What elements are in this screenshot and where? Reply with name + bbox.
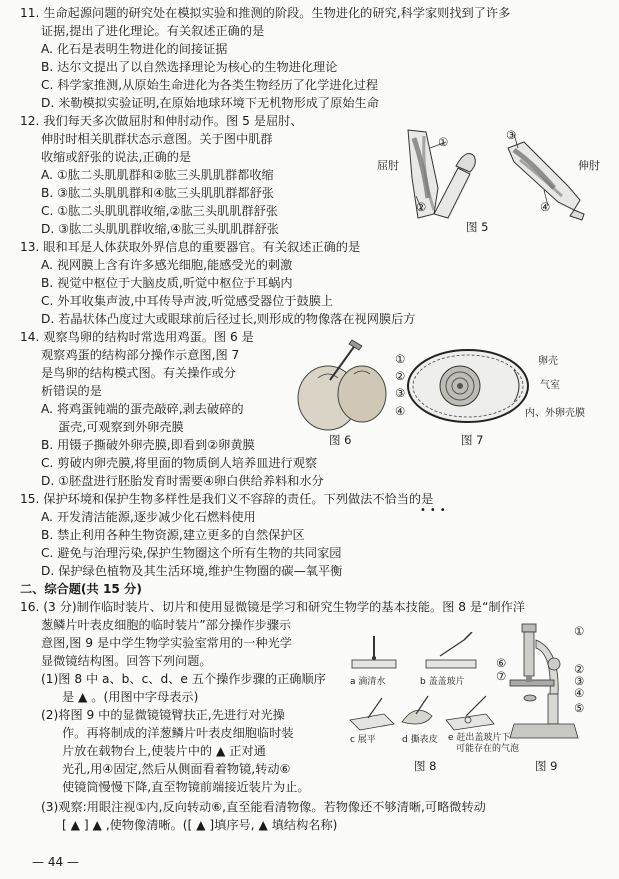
- q15-option-a: A. 开发清洁能源,逐步减少化石燃料使用: [41, 510, 256, 524]
- fig5-marker-4: ④: [540, 200, 551, 214]
- figure-6-egg-illustration: [288, 336, 392, 432]
- q12-option-d: D. ③肱二头肌肌群收缩,④肱三头肌肌群舒张: [41, 222, 279, 236]
- fig9-part-4: ④: [574, 686, 585, 700]
- q15-option-c: C. 避免与治理污染,保护生物圈这个所有生物的共同家园: [41, 546, 342, 560]
- step-d-peel-icon: [402, 696, 432, 724]
- fig9-part-3: ③: [574, 674, 585, 688]
- step-a-dropper-icon: [352, 636, 396, 668]
- step-e-bubble-icon: [446, 696, 494, 730]
- figure-7-egg-structure: [404, 346, 534, 428]
- q13-option-c: C. 外耳收集声波,中耳传导声波,听觉感受器位于鼓膜上: [41, 294, 334, 308]
- q14-option-b: B. 用镊子撕破外卵壳膜,即看到②卵黄膜: [41, 438, 255, 452]
- fig5-label-bend: 屈肘: [377, 159, 399, 172]
- step-b-coverslip-icon: [426, 632, 476, 668]
- figure-8-slide-steps: [346, 632, 506, 746]
- page-number: — 44 —: [32, 855, 79, 869]
- q12-option-c: C. ①肱二头肌肌群收缩,②肱三头肌肌群舒张: [41, 204, 278, 218]
- q16-line3: 意图,图 9 是中学生物学实验室常用的一种光学: [41, 636, 292, 650]
- q16-part1-line2: 是 ▲ 。(用图中字母表示): [62, 690, 199, 704]
- fig6-caption: 图 6: [329, 433, 352, 447]
- fig8-step-a: a 滴清水: [350, 677, 386, 687]
- q12-stem-line1: 12. 我们每天多次做屈肘和伸肘动作。图 5 是屈肘、: [20, 114, 303, 128]
- section-2-heading: 二、综合题(共 15 分): [20, 582, 142, 596]
- fig7-caption: 图 7: [461, 433, 484, 447]
- q13-option-d: D. 若晶状体凸度过大或眼球前后径过长,则形成的物像落在视网膜后方: [41, 312, 416, 326]
- fig8-step-b: b 盖盖玻片: [420, 677, 465, 687]
- q15-stem: 15. 保护环境和保护生物多样性是我们义不容辞的责任。下列做法不恰当的是: [20, 492, 434, 506]
- figure-9-microscope: [508, 620, 584, 744]
- q14-option-d: D. ①胚盘进行胚胎发育时需要④卵白供给养料和水分: [41, 474, 324, 488]
- q16-part1-line1: (1)图 8 中 a、b、c、d、e 五个操作步骤的正确顺序: [41, 672, 326, 686]
- q14-stem-line1: 14. 观察鸟卵的结构时常选用鸡蛋。图 6 是: [20, 330, 254, 344]
- q11-option-a: A. 化石是表明生物进化的间接证据: [41, 42, 228, 56]
- q16-part3-line1: (3)观察:用眼注视①内,反向转动⑥,直至能看清物像。若物像还不够清晰,可略微转动: [41, 800, 486, 814]
- fig7-label-air-cell: 气室: [540, 380, 560, 391]
- q15-option-b: B. 禁止利用各种生物资源,建立更多的自然保护区: [41, 528, 305, 542]
- q11-option-b: B. 达尔文提出了以自然选择理论为核心的生物进化理论: [41, 60, 338, 74]
- q11-option-d: D. 米勒模拟实验证明,在原始地球环境下无机物形成了原始生命: [41, 96, 379, 110]
- fig8-step-e-line1: e 赶出盖玻片下: [448, 733, 511, 743]
- q14-stem-line4: 析错误的是: [41, 384, 102, 398]
- q14-option-a-line2: 蛋壳,可观察到外卵壳膜: [58, 420, 184, 434]
- q14-option-c: C. 剪破内卵壳膜,将里面的物质倒人培养皿进行观察: [41, 456, 318, 470]
- q16-part3-line2: [ ▲ ] ▲ ,使物像清晰。([ ▲ ]填序号, ▲ 填结构名称): [62, 818, 338, 832]
- fig9-part-6: ⑥: [496, 656, 507, 670]
- fig7-label-shell: 卵壳: [538, 356, 558, 367]
- q11-stem-line1: 11. 生命起源问题的研究处在模拟实验和推测的阶段。生物进化的研究,科学家则找到了许多: [20, 6, 511, 20]
- q16-part2-line4: 光孔,用④固定,然后从侧面看着物镜,转动⑥: [62, 762, 291, 776]
- q13-stem: 13. 眼和耳是人体获取外界信息的重要器官。有关叙述正确的是: [20, 240, 361, 254]
- q13-option-a: A. 视网膜上含有许多感光细胞,能感受光的刺激: [41, 258, 293, 272]
- fig7-label-membrane: 内、外卵壳膜: [525, 408, 585, 419]
- fig5-marker-1: ①: [438, 135, 449, 149]
- fig5-caption: 图 5: [466, 220, 489, 234]
- q14-stem-line2: 观察鸡蛋的结构部分操作示意图,图 7: [41, 348, 240, 362]
- q16-line4: 显微镜结构图。回答下列问题。: [41, 654, 212, 668]
- fig9-part-5: ⑤: [574, 701, 585, 715]
- fig5-marker-3: ③: [506, 128, 517, 142]
- q16-line2: 葱鳞片叶表皮细胞的临时装片”部分操作步骤示: [41, 618, 292, 632]
- fig7-part-1: ①: [395, 352, 406, 366]
- fig7-part-2: ②: [395, 369, 406, 383]
- fig8-step-d: d 撕表皮: [402, 735, 438, 745]
- q16-line1: 16. (3 分)制作临时装片、切片和使用显微镜是学习和研究生物学的基本技能。图 8 是“制作洋: [20, 600, 525, 614]
- q12-option-a: A. ①肱二头肌肌群和②肱三头肌肌群都收缩: [41, 168, 274, 182]
- q16-part2-line1: (2)将图 9 中的显微镜镜臂扶正,先进行对光操: [41, 708, 285, 722]
- q12-stem-line2: 伸肘时相关肌群状态示意图。关于图中肌群: [41, 132, 273, 146]
- q11-option-c: C. 科学家推测,从原始生命进化为各类生物经历了化学进化过程: [41, 78, 379, 92]
- fig8-caption: 图 8: [414, 759, 437, 773]
- q11-stem-line2: 证据,提出了进化理论。有关叙述正确的是: [41, 24, 265, 38]
- fig9-part-1: ①: [574, 624, 585, 638]
- fig7-part-3: ③: [395, 386, 406, 400]
- fig8-step-e-line2: 可能存在的气泡: [456, 744, 520, 754]
- fig9-caption: 图 9: [535, 759, 558, 773]
- q16-part2-line3: 片放在载物台上,使装片中的 ▲ 正对通: [62, 744, 266, 758]
- q12-option-b: B. ③肱二头肌肌群和④肱三头肌肌群都舒张: [41, 186, 274, 200]
- fig5-label-extend: 伸肘: [578, 159, 600, 172]
- fig5-marker-2: ②: [416, 200, 427, 214]
- fig7-part-4: ④: [395, 404, 406, 418]
- q12-stem-line3: 收缩或舒张的说法,正确的是: [41, 150, 192, 164]
- fig9-part-7: ⑦: [496, 669, 507, 683]
- q16-part2-line2: 作。再将制成的洋葱鳞片叶表皮细胞临时装: [62, 726, 294, 740]
- q15-emphasis-dots: •••: [420, 505, 450, 516]
- q13-option-b: B. 视觉中枢位于大脑皮质,听觉中枢位于耳蜗内: [41, 276, 293, 290]
- q15-option-d: D. 保护绿色植物及其生活环境,维护生物圈的碳—氧平衡: [41, 564, 343, 578]
- q14-stem-line3: 是鸟卵的结构模式图。有关操作或分: [41, 366, 236, 380]
- q14-option-a-line1: A. 将鸡蛋钝端的蛋壳敲碎,剥去破碎的: [41, 402, 244, 416]
- step-c-spread-icon: [350, 698, 394, 730]
- q16-part2-line5: 使镜筒慢慢下降,直至物镜前端接近装片为止。: [62, 780, 310, 794]
- fig9-part-2: ②: [574, 662, 585, 676]
- fig8-step-c: c 展平: [350, 735, 376, 745]
